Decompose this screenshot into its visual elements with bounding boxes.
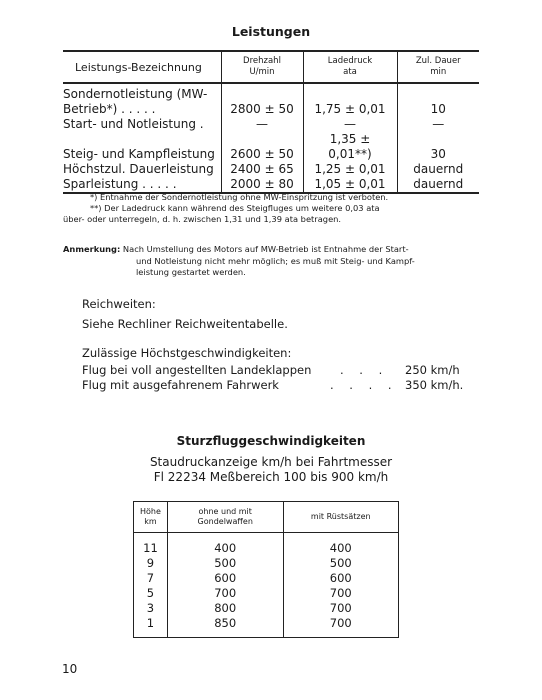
table-cell: 1	[146, 616, 155, 630]
table-row	[134, 556, 399, 571]
table-cell: 2000 ± 80	[221, 177, 303, 193]
header-cell: Zul. Dauer min	[397, 51, 479, 83]
table-cell: 400	[167, 533, 283, 557]
page-number: 10	[62, 662, 78, 676]
table-row	[63, 177, 479, 193]
table-cell: 2600 ± 50	[221, 132, 303, 162]
header-cell: ohne und mit Gondelwaffen	[167, 502, 283, 533]
table-cell: 5	[146, 586, 155, 600]
leader-dots: . . .	[340, 363, 389, 377]
header-cell: Höhe km	[134, 502, 168, 533]
speed-heading: Zulässige Höchstgeschwindigkeiten:	[82, 346, 292, 360]
table-cell: Höchstzul. Dauerleistung	[63, 162, 214, 176]
table-cell: 600	[283, 571, 399, 586]
footnote: **) Der Ladedruck kann während des Steigfluges um weitere 0,03 ata	[90, 203, 380, 213]
performance-table	[63, 50, 479, 194]
table-cell: 800	[167, 601, 283, 616]
table-row	[63, 117, 479, 132]
table-cell: 700	[283, 616, 399, 638]
table-row	[134, 601, 399, 616]
table-cell: —	[303, 117, 397, 132]
remark-line: Nach Umstellung des Motors auf MW-Betrieb ist Entnahme der Start-	[122, 244, 409, 254]
table-row	[134, 616, 399, 638]
table-cell: 700	[167, 586, 283, 601]
table-cell: 1,25 ± 0,01	[303, 162, 397, 177]
table-cell: 3	[146, 601, 155, 615]
remark-label: Anmerkung:	[63, 244, 121, 254]
table-cell: 1,05 ± 0,01	[303, 177, 397, 193]
table-cell: dauernd	[397, 177, 479, 193]
table-cell: 1,35 ± 0,01**)	[303, 132, 397, 162]
table-cell: 700	[283, 601, 399, 616]
remark-line: und Notleistung nicht mehr möglich; es muß mit Steig- und Kampf-	[136, 255, 415, 266]
table-cell: Sparleistung . . . . .	[63, 177, 177, 191]
table-cell: —	[397, 117, 479, 132]
performance-table-header	[63, 51, 479, 83]
dive-table-header	[134, 502, 399, 533]
footnote: *) Entnahme der Sondernotleistung ohne MW-Einspritzung ist verboten.	[90, 192, 389, 202]
range-text: Siehe Rechliner Reichweitentabelle.	[82, 317, 288, 331]
table-cell: 2400 ± 65	[221, 162, 303, 177]
table-cell: 7	[146, 571, 155, 585]
table-row	[134, 571, 399, 586]
header-cell	[63, 51, 221, 83]
table-row	[134, 586, 399, 601]
table-row	[63, 162, 479, 177]
header-cell: Ladedruck ata	[303, 51, 397, 83]
dive-subtitle: Fl 22234 Meßbereich 100 bis 900 km/h	[153, 470, 389, 484]
leader-dots: . . . .	[330, 378, 398, 392]
table-cell: 500	[167, 556, 283, 571]
table-cell: 10	[397, 83, 479, 117]
table-cell: 500	[283, 556, 399, 571]
table-row	[63, 132, 479, 162]
header-label: Leistungs-Bezeichnung	[75, 60, 202, 74]
table-cell: dauernd	[397, 162, 479, 177]
table-row	[134, 533, 399, 557]
dive-subtitle: Staudruckanzeige km/h bei Fahrtmesser	[149, 455, 393, 469]
speed-value: 250 km/h	[405, 363, 460, 377]
table-cell: 700	[283, 586, 399, 601]
table-cell: 600	[167, 571, 283, 586]
table-cell: 30	[397, 132, 479, 162]
header-cell: mit Rüstsätzen	[283, 502, 399, 533]
header-cell: Drehzahl U/min	[221, 51, 303, 83]
table-cell: 850	[167, 616, 283, 638]
remark	[63, 244, 483, 256]
speed-label: Flug mit ausgefahrenem Fahrwerk	[82, 378, 279, 392]
table-cell: 2800 ± 50	[221, 83, 303, 117]
table-cell: Steig- und Kampfleistung	[63, 147, 215, 161]
table-cell: 400	[283, 533, 399, 557]
speed-label: Flug bei voll angestellten Landeklappen	[82, 363, 312, 377]
table-cell: Sondernotleistung (MW- Betrieb*) . . . . .	[63, 87, 208, 116]
footnote: über- oder unterregeln, d. h. zwischen 1,31 und 1,39 ata betragen.	[63, 214, 342, 224]
table-cell: 9	[146, 556, 155, 570]
range-heading: Reichweiten:	[82, 297, 156, 311]
table-cell: Start- und Notleistung .	[63, 117, 204, 131]
table-cell: —	[221, 117, 303, 132]
page-title: Leistungen	[231, 24, 311, 39]
remark-line: leistung gestartet werden.	[136, 267, 246, 277]
table-cell: 11	[143, 541, 158, 555]
speed-value: 350 km/h.	[405, 378, 464, 392]
dive-speed-table	[133, 501, 399, 638]
table-row	[63, 83, 479, 117]
dive-title: Sturzfluggeschwindigkeiten	[176, 434, 366, 448]
table-cell: 1,75 ± 0,01	[303, 83, 397, 117]
